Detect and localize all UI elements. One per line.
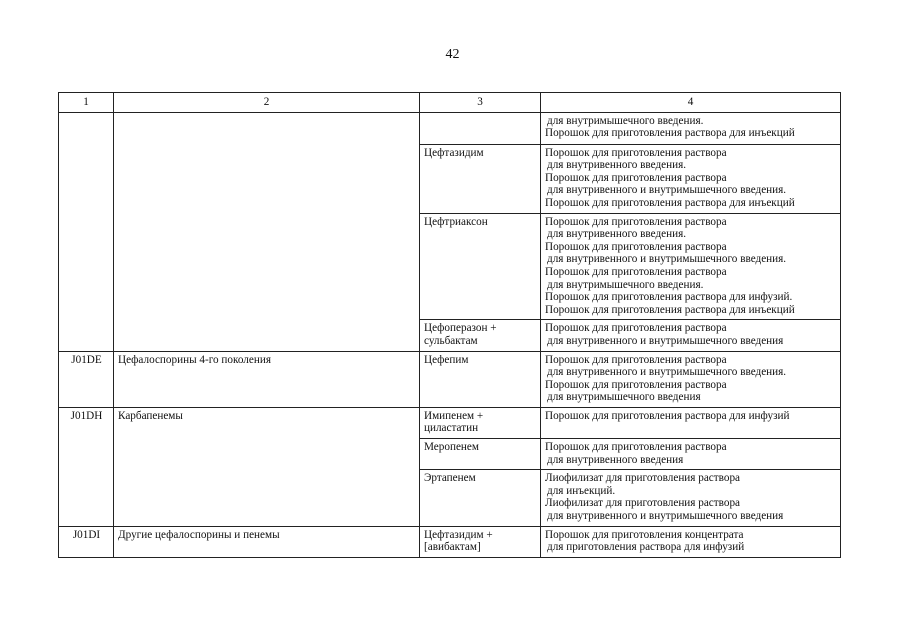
dosage-form-line: для внутривенного и внутримышечного введения: [547, 334, 784, 347]
group-cell: [114, 112, 420, 351]
dosage-form-cell: [541, 144, 841, 213]
group-cell: Другие цефалоспорины и пенемы: [114, 526, 420, 557]
dosage-form-line: Порошок для приготовления раствора: [545, 441, 727, 454]
atc-code-cell: J01DE: [59, 351, 114, 407]
dosage-form-line: Порошок для приготовления раствора для инъекций: [545, 196, 795, 209]
table-header-row: [59, 93, 841, 113]
dosage-form-line: для внутримышечного введения.: [547, 114, 704, 127]
dosage-form-line: для приготовления раствора для инфузий: [547, 541, 745, 554]
drug-cell: Эртапенем: [420, 470, 541, 526]
drug-name-line: Цефоперазон +: [424, 322, 497, 335]
dosage-form-line: Порошок для приготовления раствора для инфузий: [545, 409, 790, 422]
column-header-4: 4: [541, 93, 841, 113]
dosage-form-cell: [541, 320, 841, 351]
dosage-form-line: для внутривенного введения.: [547, 159, 687, 172]
dosage-form-line: Лиофилизат для приготовления раствора: [545, 497, 741, 510]
drug-cell: [420, 112, 541, 144]
dosage-form-cell: [541, 526, 841, 557]
dosage-form-line: Порошок для приготовления раствора для инфузий.: [545, 291, 793, 304]
dosage-form-line: Порошок для приготовления раствора: [545, 322, 727, 335]
drug-cell: [420, 407, 541, 438]
column-header-3: 3: [420, 93, 541, 113]
dosage-form-line: для внутримышечного введения: [547, 391, 701, 404]
group-cell: Цефалоспорины 4-го поколения: [114, 351, 420, 407]
drug-name-line: [авибактам]: [424, 541, 481, 554]
dosage-form-line: Порошок для приготовления раствора для инъекций: [545, 127, 795, 140]
dosage-form-line: Порошок для приготовления раствора для инъекций: [545, 303, 795, 316]
dosage-form-cell: [541, 407, 841, 438]
dosage-form-cell: [541, 213, 841, 320]
drug-cell: Цефтриаксон: [420, 213, 541, 320]
table-row: [59, 112, 841, 144]
group-cell: Карбапенемы: [114, 407, 420, 526]
drug-cell: Цефепим: [420, 351, 541, 407]
dosage-form-line: Порошок для приготовления раствора: [545, 353, 727, 366]
dosage-form-line: для внутривенного и внутримышечного введения: [547, 510, 784, 523]
drug-cell: Меропенем: [420, 439, 541, 470]
drug-name-line: Имипенем +: [424, 409, 484, 422]
dosage-form-line: Порошок для приготовления раствора: [545, 378, 727, 391]
dosage-form-line: для внутривенного и внутримышечного введения.: [547, 366, 787, 379]
dosage-form-cell: [541, 470, 841, 526]
drug-cell: [420, 320, 541, 351]
dosage-form-line: для внутривенного введения: [547, 453, 684, 466]
dosage-form-cell: [541, 351, 841, 407]
drug-name-line: сульбактам: [424, 334, 478, 347]
table-row: [59, 526, 841, 557]
atc-code-cell: J01DH: [59, 407, 114, 526]
table-row: [59, 407, 841, 438]
dosage-form-line: Порошок для приготовления раствора: [545, 171, 727, 184]
code-cell: [59, 112, 114, 351]
dosage-form-line: Порошок для приготовления раствора: [545, 240, 727, 253]
dosage-form-cell: [541, 439, 841, 470]
dosage-form-line: Лиофилизат для приготовления раствора: [545, 472, 741, 485]
dosage-form-line: для внутривенного введения.: [547, 228, 687, 241]
dosage-form-cell: [541, 112, 841, 144]
table-row: [59, 351, 841, 407]
dosage-form-line: Порошок для приготовления раствора: [545, 265, 727, 278]
atc-code-cell: J01DI: [59, 526, 114, 557]
column-header-1: 1: [59, 93, 114, 113]
drug-cell: Цефтазидим: [420, 144, 541, 213]
dosage-form-line: для внутривенного и внутримышечного введения.: [547, 184, 787, 197]
column-header-2: 2: [114, 93, 420, 113]
drug-name-line: циластатин: [424, 422, 479, 435]
drug-cell: [420, 526, 541, 557]
dosage-form-line: Порошок для приготовления раствора: [545, 146, 727, 159]
dosage-form-line: Порошок для приготовления концентрата: [545, 528, 744, 541]
drug-name-line: Цефтазидим +: [424, 528, 493, 541]
dosage-form-line: Порошок для приготовления раствора: [545, 215, 727, 228]
dosage-form-line: для внутримышечного введения.: [547, 278, 704, 291]
dosage-form-line: для внутривенного и внутримышечного введения.: [547, 253, 787, 266]
drug-table: [58, 92, 841, 558]
dosage-form-line: для инъекций.: [547, 484, 616, 497]
page-number: 42: [445, 47, 460, 62]
